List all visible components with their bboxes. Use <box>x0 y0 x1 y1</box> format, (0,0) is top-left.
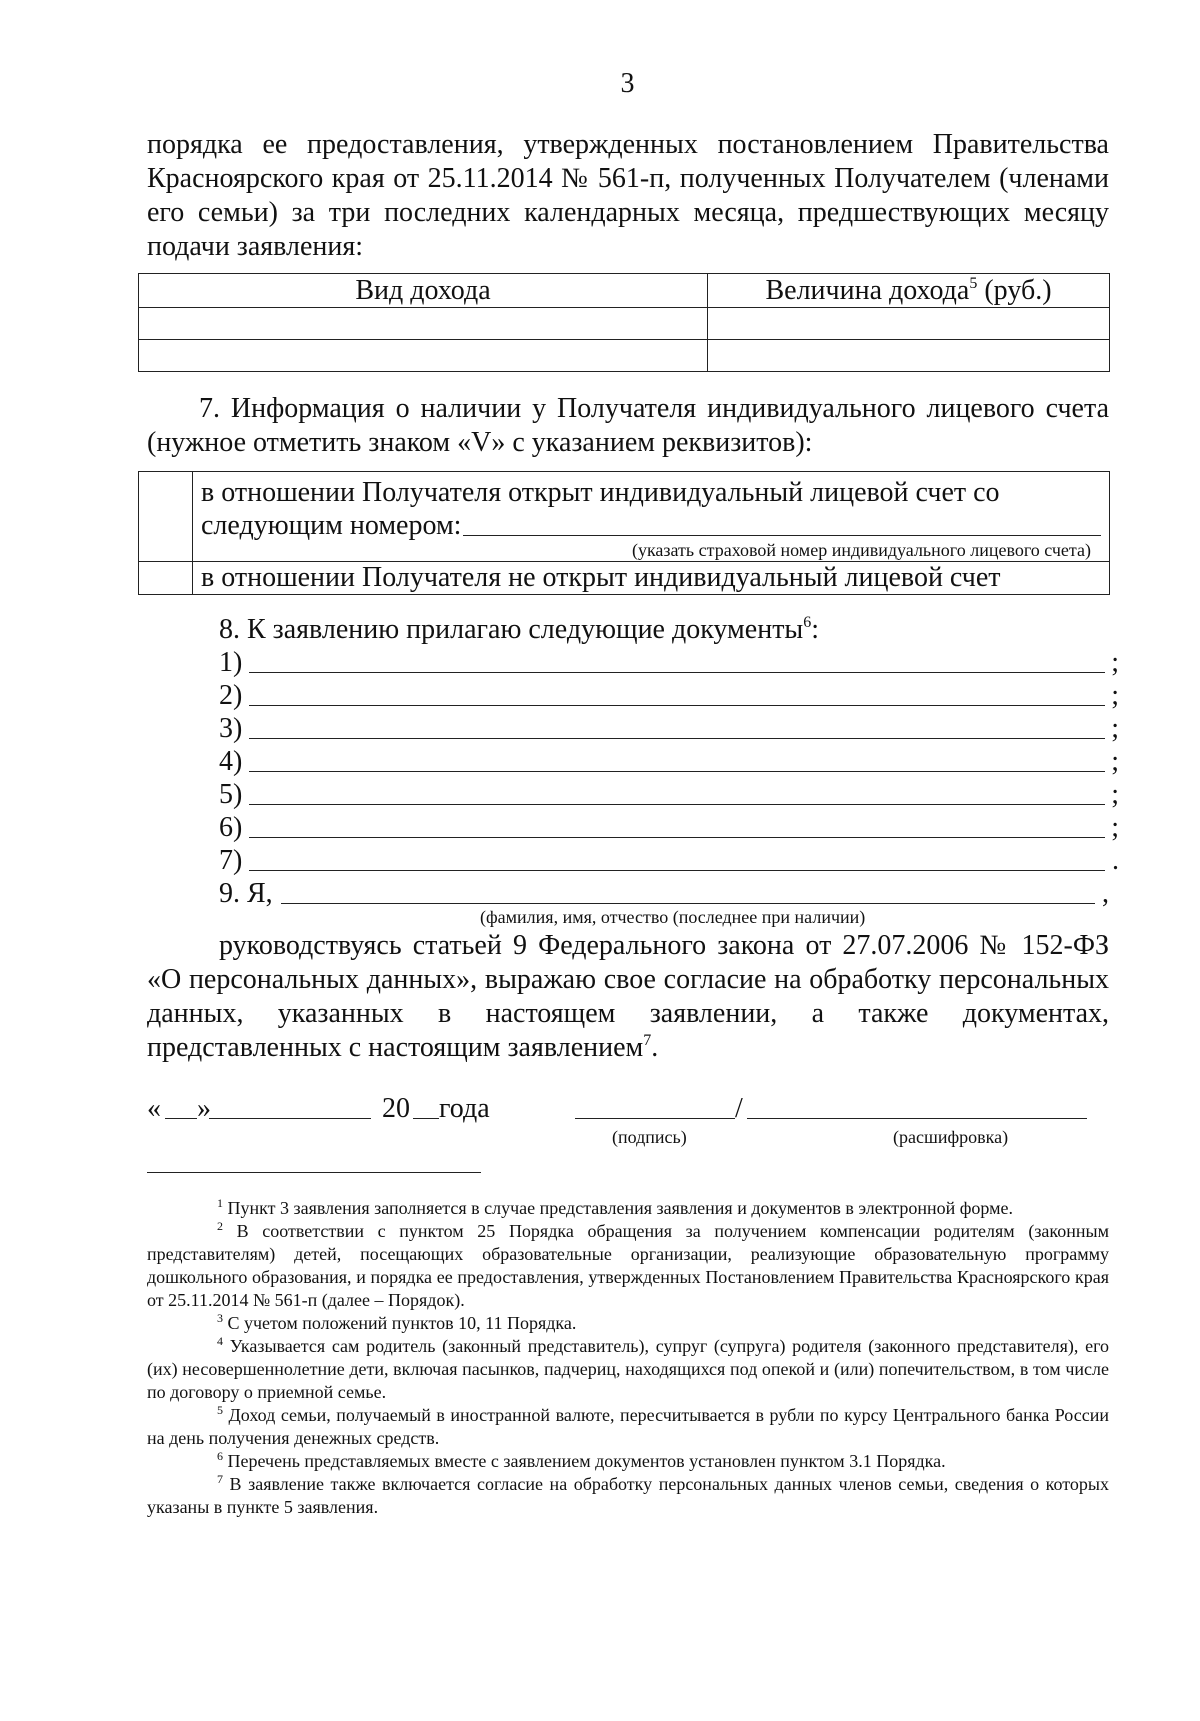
footnote <box>147 1335 1109 1404</box>
footnote-number: 7 <box>217 1472 223 1486</box>
option-checkbox-open[interactable] <box>139 472 193 562</box>
consent-last-end: . <box>651 1032 659 1063</box>
document-item <box>219 646 1119 679</box>
section9-name-row <box>219 877 1109 910</box>
document-number: 5) <box>219 779 243 810</box>
document-item <box>219 811 1119 844</box>
signature-field[interactable] <box>575 1118 735 1119</box>
footnote <box>147 1197 1109 1220</box>
signature-row <box>147 1092 1107 1128</box>
footnote-number: 5 <box>217 1403 223 1417</box>
document-field[interactable] <box>249 672 1105 673</box>
consent-line: «О персональных данных», выражаю свое согласие на обработку персональных <box>147 964 1109 995</box>
option-open-line2-row <box>201 509 1101 542</box>
income-amount-unit: (руб.) <box>977 274 1052 306</box>
section7-heading <box>147 392 1109 460</box>
day-field[interactable] <box>165 1118 197 1119</box>
document-item <box>219 778 1119 811</box>
signature-caption: (подпись) <box>612 1127 687 1147</box>
footnote-number: 4 <box>217 1334 223 1348</box>
section8-title-end: : <box>811 614 820 645</box>
document-end: ; <box>1111 779 1119 810</box>
income-type-header: Вид дохода <box>139 274 708 308</box>
document-end: ; <box>1111 812 1119 843</box>
income-amount-cell[interactable] <box>708 308 1110 340</box>
intro-line: Красноярского края от 25.11.2014 № 561-п, полученных Получателем (членами <box>147 163 1109 194</box>
option-open-account <box>193 472 1110 562</box>
income-amount-header <box>708 274 1110 308</box>
section8-title-text: 8. К заявлению прилагаю следующие документы <box>219 614 804 645</box>
option-open-line1: в отношении Получателя открыт индивидуальный лицевой счет со <box>201 477 1000 508</box>
section9-end: , <box>1102 878 1109 909</box>
document-field[interactable] <box>249 870 1105 871</box>
option-open-line2: следующим номером: <box>201 510 462 541</box>
footnote <box>147 1220 1109 1312</box>
consent-line: данных, указанных в настоящем заявлении, а также документах, <box>147 998 1109 1029</box>
month-field[interactable] <box>209 1118 371 1119</box>
full-name-caption: (фамилия, имя, отчество (последнее при наличии) <box>480 907 866 927</box>
intro-line: подачи заявления: <box>147 231 364 262</box>
section8-title <box>219 613 819 647</box>
footnote <box>147 1404 1109 1450</box>
footnote-text: С учетом положений пунктов 10, 11 Порядка. <box>227 1313 577 1333</box>
account-number-caption: (указать страховой номер индивидуального лицевого счета) <box>631 540 1091 560</box>
footnote <box>147 1450 1109 1473</box>
document-number: 7) <box>219 845 243 876</box>
decode-caption: (расшифровка) <box>893 1127 1009 1147</box>
document-field[interactable] <box>249 771 1105 772</box>
document-end: ; <box>1111 713 1119 744</box>
intro-line: порядка ее предоставления, утвержденных постановлением Правительства <box>147 129 1109 160</box>
footnote <box>147 1312 1109 1335</box>
footnote-text: Указывается сам родитель (законный представитель), супруг (супруга) родителя (законного представителя), его (их) несовершеннолетние дети, включая пасынков, падчериц, находящихся под опекой и (или) попечительством, в том числе по договору о приемной семье. <box>147 1336 1110 1402</box>
document-number: 6) <box>219 812 243 843</box>
footnote-ref: 7 <box>643 1032 652 1049</box>
document-end: ; <box>1111 680 1119 711</box>
footnote-number: 1 <box>217 1196 223 1210</box>
option-no-account: в отношении Получателя не открыт индивидуальный лицевой счет <box>193 562 1110 595</box>
signature-slash: / <box>735 1093 743 1124</box>
footnote-text: В соответствии с пунктом 25 Порядка обращения за получением компенсации родителям (законным представителям) детей, посещающих образовательные организации, реализующие образовательную программу дошкольного образования, и порядка ее предоставления, утвержденных Постановлением Правительства Красноярского края от 25.11.2014 № 561-п (далее – Порядок). <box>147 1221 1110 1310</box>
footnote-text: Перечень представляемых вместе с заявлением документов установлен пунктом 3.1 Порядка. <box>227 1451 946 1471</box>
footnote <box>147 1473 1109 1519</box>
footnote-number: 2 <box>217 1219 223 1233</box>
footnote-ref: 5 <box>969 274 978 292</box>
section9-start: 9. Я, <box>219 878 273 909</box>
decode-field[interactable] <box>747 1118 1087 1119</box>
footnote-separator <box>147 1172 481 1173</box>
account-number-field[interactable] <box>463 535 1101 536</box>
document-item <box>219 712 1119 745</box>
document-field[interactable] <box>249 705 1105 706</box>
footnote-text: Доход семьи, получаемый в иностранной валюте, пересчитывается в рубли по курсу Центрального банка России на день получения денежных средств. <box>147 1405 1110 1448</box>
income-type-cell[interactable] <box>139 340 708 372</box>
document-item <box>219 844 1119 877</box>
intro-paragraph <box>147 128 1109 264</box>
document-end: ; <box>1111 746 1119 777</box>
footnote-text: В заявление также включается согласие на обработку персональных данных членов семьи, сведения о которых указаны в пункте 5 заявления. <box>147 1474 1110 1517</box>
income-table <box>138 273 1110 372</box>
income-type-cell[interactable] <box>139 308 708 340</box>
section7-line: (нужное отметить знаком «V» с указанием реквизитов): <box>147 427 813 458</box>
footnote-number: 6 <box>217 1449 223 1463</box>
consent-line: руководствуясь статьей 9 Федерального закона от 27.07.2006 № 152-ФЗ <box>219 930 1109 961</box>
footnote-number: 3 <box>217 1311 223 1325</box>
option-checkbox-none[interactable] <box>139 562 193 595</box>
full-name-field[interactable] <box>281 903 1095 904</box>
document-field[interactable] <box>249 738 1105 739</box>
consent-last-text: представленных с настоящим заявлением <box>147 1032 644 1063</box>
date-quote-open: « <box>147 1093 161 1124</box>
document-number: 1) <box>219 647 243 678</box>
footnote-text: Пункт 3 заявления заполняется в случае представления заявления и документов в электронной форме. <box>227 1198 1014 1218</box>
consent-paragraph <box>147 929 1109 1065</box>
year-prefix: 20 <box>382 1093 410 1124</box>
document-field[interactable] <box>249 804 1105 805</box>
document-item <box>219 745 1119 778</box>
document-end: . <box>1112 845 1119 876</box>
document-item <box>219 679 1119 712</box>
income-amount-label: Величина дохода <box>765 274 970 306</box>
document-field[interactable] <box>249 837 1105 838</box>
year-field[interactable] <box>413 1118 439 1119</box>
document-number: 4) <box>219 746 243 777</box>
date-quote-close: » <box>197 1093 211 1124</box>
document-number: 3) <box>219 713 243 744</box>
footnotes <box>147 1197 1109 1519</box>
year-suffix: года <box>439 1093 490 1124</box>
account-options-table <box>138 471 1110 595</box>
intro-line: его семьи) за три последних календарных месяца, предшествующих месяцу <box>147 197 1109 228</box>
document-number: 2) <box>219 680 243 711</box>
section7-line: 7. Информация о наличии у Получателя индивидуального лицевого счета <box>199 393 1109 424</box>
income-amount-cell[interactable] <box>708 340 1110 372</box>
consent-line-last <box>147 1031 1109 1065</box>
document-end: ; <box>1111 647 1119 678</box>
footnote-ref: 6 <box>803 614 812 631</box>
page-number: 3 <box>620 68 635 99</box>
